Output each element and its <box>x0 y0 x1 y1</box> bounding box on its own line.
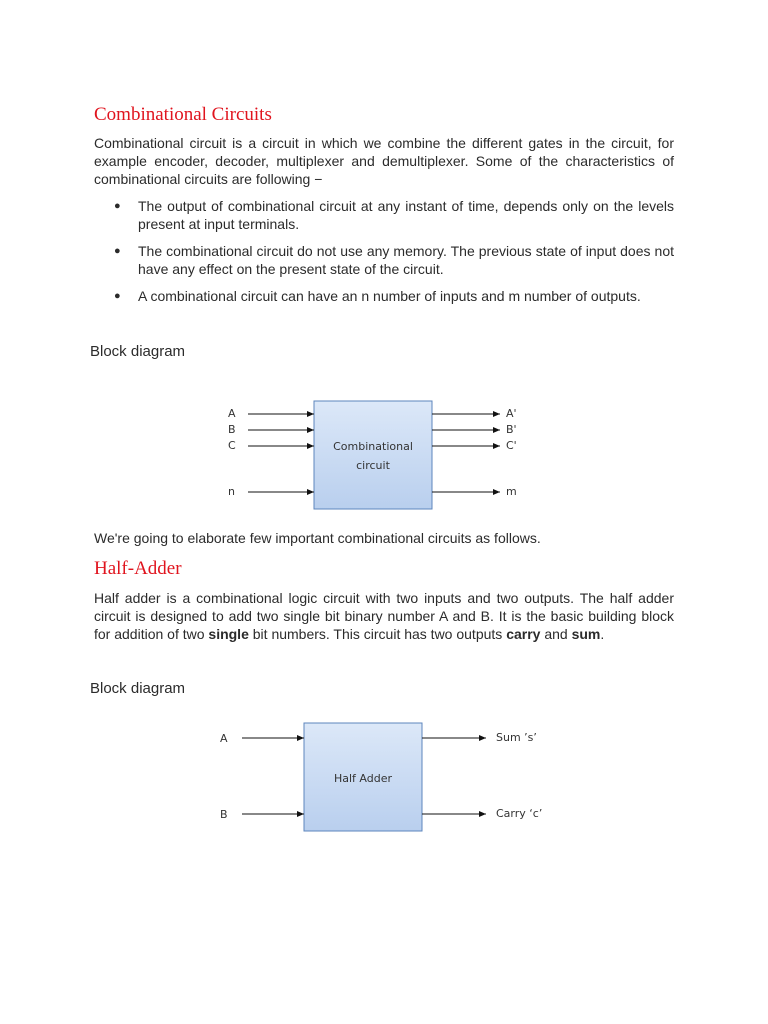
input-label-b: B <box>220 808 228 821</box>
output-label-carry: Carry ‘c’ <box>496 807 543 820</box>
bullet-icon: ● <box>114 290 121 302</box>
half-adder-paragraph: Half adder is a combinational logic circuit with two inputs and two outputs. The half adder circuit is designed to add two single bit binary number A and B. It is the basic building block for addition of two single bit numbers. This circuit has two outputs carry and sum. <box>94 590 674 642</box>
output-label-a: A' <box>506 407 517 420</box>
combinational-block <box>314 401 432 509</box>
bold-term: single <box>208 626 249 642</box>
block-label-line2: circuit <box>356 459 390 472</box>
output-label-m: m <box>506 485 517 498</box>
block-diagram-label: Block diagram <box>90 343 186 360</box>
input-label-c: C <box>228 439 236 452</box>
list-item: ● The combinational circuit do not use any memory. The previous state of input does not have any effect on the present state of the circuit. <box>114 243 674 277</box>
bold-term: carry <box>506 626 541 642</box>
bullet-icon: ● <box>114 200 121 212</box>
output-label-sum: Sum ’s’ <box>496 731 537 744</box>
closing-sentence: We're going to elaborate few important combinational circuits as follows. <box>94 530 541 546</box>
characteristics-list <box>110 197 674 305</box>
intro-paragraph: Combinational circuit is a circuit in which we combine the different gates in the circuit, for example encoder, decoder, multiplexer and demultiplexer. Some of the characteristics of combinational circuits are following − <box>94 135 674 187</box>
bold-term: sum <box>571 626 601 642</box>
list-item: ● The output of combinational circuit at any instant of time, depends only on the levels present at input terminals. <box>114 198 674 232</box>
half-adder-block-label: Half Adder <box>333 772 393 785</box>
output-label-b: B' <box>506 423 517 436</box>
output-label-c: C' <box>506 439 517 452</box>
input-label-a: A <box>220 732 228 745</box>
section-title-combinational: Combinational Circuits <box>94 104 272 125</box>
section-title-half-adder: Half-Adder <box>94 558 182 579</box>
combinational-block-diagram <box>220 395 540 515</box>
block-diagram-label: Block diagram <box>90 680 186 697</box>
list-item: ● A combinational circuit can have an n number of inputs and m number of outputs. <box>114 288 641 304</box>
input-label-n: n <box>228 485 235 498</box>
input-label-b: B <box>228 423 236 436</box>
bullet-icon: ● <box>114 245 121 257</box>
block-label-line1: Combinational <box>333 440 413 453</box>
input-label-a: A <box>228 407 236 420</box>
half-adder-block-diagram <box>214 720 554 835</box>
